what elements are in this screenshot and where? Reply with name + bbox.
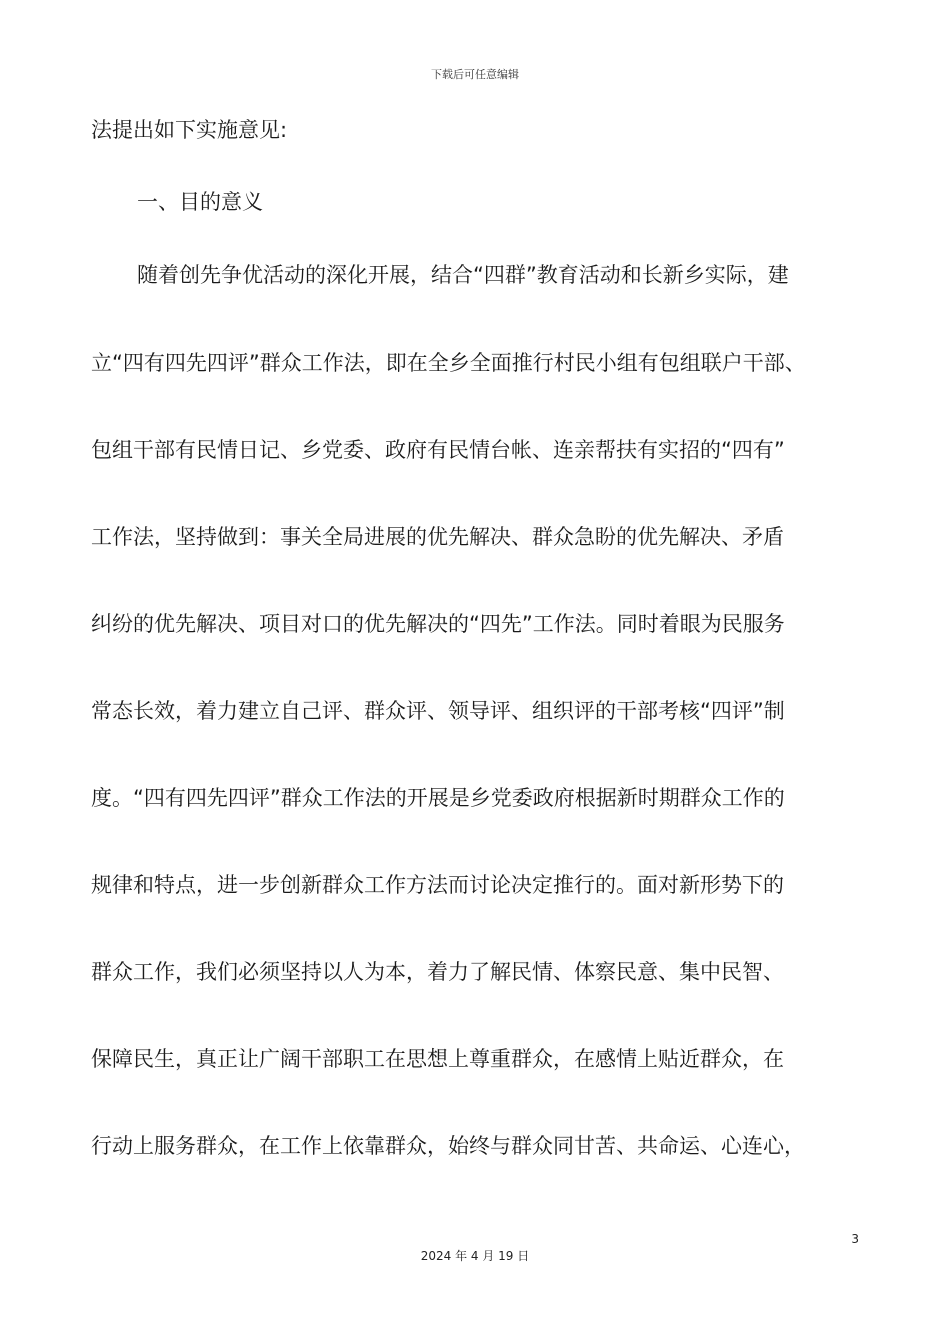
paragraph-first-line: 随着创先争优活动的深化开展，结合“四群”教育活动和长新乡实际，建 xyxy=(137,263,789,287)
paragraph-line: 工作法，坚持做到：事关全局进展的优先解决、群众急盼的优先解决、矛盾 xyxy=(91,525,784,549)
paragraph-line: 包组干部有民情日记、乡党委、政府有民情台帐、连亲帮扶有实招的“四有” xyxy=(91,438,785,462)
page-number: 3 xyxy=(851,1232,859,1246)
paragraph-line: 保障民生，真正让广阔干部职工在思想上尊重群众，在感情上贴近群众，在 xyxy=(91,1047,784,1071)
paragraph-line: 常态长效，着力建立自己评、群众评、领导评、组织评的干部考核“四评”制 xyxy=(91,699,785,723)
body-line-continuation: 法提出如下实施意见: xyxy=(91,118,288,142)
paragraph-line: 群众工作，我们必须坚持以人为本，着力了解民情、体察民意、集中民智、 xyxy=(91,960,784,984)
section-heading: 一、目的意义 xyxy=(137,190,263,214)
paragraph-line: 规律和特点，进一步创新群众工作方法而讨论决定推行的。面对新形势下的 xyxy=(91,873,784,897)
header-note: 下载后可任意编辑 xyxy=(431,68,519,81)
paragraph-line: 行动上服务群众，在工作上依靠群众，始终与群众同甘苦、共命运、心连心， xyxy=(91,1134,805,1158)
paragraph-line: 度。“四有四先四评”群众工作法的开展是乡党委政府根据新时期群众工作的 xyxy=(91,786,785,810)
paragraph-line: 立“四有四先四评”群众工作法，即在全乡全面推行村民小组有包组联户干部、 xyxy=(91,351,806,375)
footer-date: 2024 年 4 月 19 日 xyxy=(420,1249,530,1263)
paragraph-line: 纠纷的优先解决、项目对口的优先解决的“四先”工作法。同时着眼为民服务 xyxy=(91,612,785,636)
